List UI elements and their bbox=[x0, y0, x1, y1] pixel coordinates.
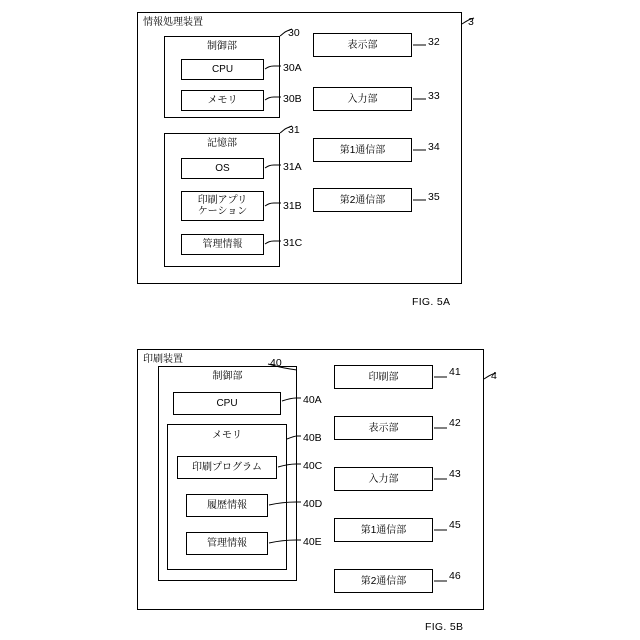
fig5b-ref-40: 40 bbox=[270, 357, 282, 369]
fig5b-ref-45: 45 bbox=[449, 519, 461, 531]
fig5b-ref-40A: 40A bbox=[303, 394, 322, 406]
fig5a-storage-unit-label: 記憶部 bbox=[207, 138, 237, 149]
fig5b-print-program-box bbox=[177, 456, 277, 479]
fig5a-outer-label: 情報処理装置 bbox=[143, 17, 203, 28]
fig5b-cpu-box bbox=[173, 392, 281, 415]
fig5a-ref-3: 3 bbox=[468, 16, 474, 28]
fig5b-print-unit-label: 印刷部 bbox=[368, 371, 399, 383]
fig5a-ref-34: 34 bbox=[428, 141, 440, 153]
fig5a-print-application-label: 印刷アプリ ケーション bbox=[197, 195, 248, 217]
fig5a-management-info-box bbox=[181, 234, 264, 255]
fig5a-print-application-box bbox=[181, 191, 264, 221]
fig5a-second-comm-unit-label: 第2通信部 bbox=[339, 194, 386, 206]
fig5a-os-label: OS bbox=[215, 163, 230, 174]
fig5a-display-unit-box bbox=[313, 33, 412, 57]
fig5b-memory-label: メモリ bbox=[212, 430, 242, 441]
fig5b-ref-40B: 40B bbox=[303, 432, 322, 444]
fig5a-ref-31: 31 bbox=[288, 124, 300, 136]
fig5a-ref-33: 33 bbox=[428, 90, 440, 102]
fig5b-ref-42: 42 bbox=[449, 417, 461, 429]
fig5a-first-comm-unit-box bbox=[313, 138, 412, 162]
fig5a-input-unit-label: 入力部 bbox=[347, 93, 378, 105]
fig5a-memory-label: メモリ bbox=[207, 95, 238, 106]
fig5b-ref-46: 46 bbox=[449, 570, 461, 582]
fig5a-ref-35: 35 bbox=[428, 191, 440, 203]
fig5a-cpu-label: CPU bbox=[211, 64, 234, 75]
fig5a-control-unit-label: 制御部 bbox=[207, 41, 237, 52]
fig5b-outer-label: 印刷装置 bbox=[143, 354, 183, 365]
fig5a-ref-31B: 31B bbox=[283, 200, 302, 212]
fig5b-ref-41: 41 bbox=[449, 366, 461, 378]
fig5b-ref-40C: 40C bbox=[303, 460, 323, 472]
fig5b-history-info-label: 履歴情報 bbox=[207, 500, 247, 511]
fig5b-second-comm-unit-label: 第2通信部 bbox=[360, 575, 407, 587]
fig5b-display-unit-box bbox=[334, 416, 433, 440]
fig5b-first-comm-unit-box bbox=[334, 518, 433, 542]
fig5b-management-info-box bbox=[186, 532, 268, 555]
fig5a-memory-box bbox=[181, 90, 264, 111]
fig5a-management-info-label: 管理情報 bbox=[202, 239, 243, 250]
fig5b-second-comm-unit-box bbox=[334, 569, 433, 593]
fig5a-display-unit-label: 表示部 bbox=[347, 39, 378, 51]
fig5b-history-info-box bbox=[186, 494, 268, 517]
fig5a-cpu-box bbox=[181, 59, 264, 80]
fig5b-control-unit-label: 制御部 bbox=[212, 371, 243, 382]
fig5b-display-unit-label: 表示部 bbox=[368, 422, 399, 434]
fig5a-ref-32: 32 bbox=[428, 36, 440, 48]
fig5a-first-comm-unit-label: 第1通信部 bbox=[339, 144, 386, 156]
fig5a-os-box bbox=[181, 158, 264, 179]
fig5a-input-unit-box bbox=[313, 87, 412, 111]
fig5a-ref-31C: 31C bbox=[283, 237, 303, 249]
fig5b-input-unit-box bbox=[334, 467, 433, 491]
fig5a-ref-31A: 31A bbox=[283, 161, 302, 173]
fig5b-caption: FIG. 5B bbox=[425, 621, 464, 633]
fig5a-second-comm-unit-box bbox=[313, 188, 412, 212]
fig5b-management-info-label: 管理情報 bbox=[207, 538, 247, 549]
fig5b-print-program-label: 印刷プログラム bbox=[192, 462, 262, 473]
fig5a-ref-30A: 30A bbox=[283, 62, 302, 74]
fig5a-caption: FIG. 5A bbox=[412, 296, 451, 308]
fig5b-first-comm-unit-label: 第1通信部 bbox=[360, 524, 407, 536]
fig5b-ref-40D: 40D bbox=[303, 498, 323, 510]
fig5b-ref-43: 43 bbox=[449, 468, 461, 480]
fig5b-ref-4: 4 bbox=[491, 370, 497, 382]
fig5b-cpu-label: CPU bbox=[216, 398, 238, 409]
fig5b-print-unit-box bbox=[334, 365, 433, 389]
fig5a-ref-30: 30 bbox=[288, 27, 300, 39]
fig5b-input-unit-label: 入力部 bbox=[368, 473, 399, 485]
fig5b-ref-40E: 40E bbox=[303, 536, 322, 548]
fig5a-ref-30B: 30B bbox=[283, 93, 302, 105]
